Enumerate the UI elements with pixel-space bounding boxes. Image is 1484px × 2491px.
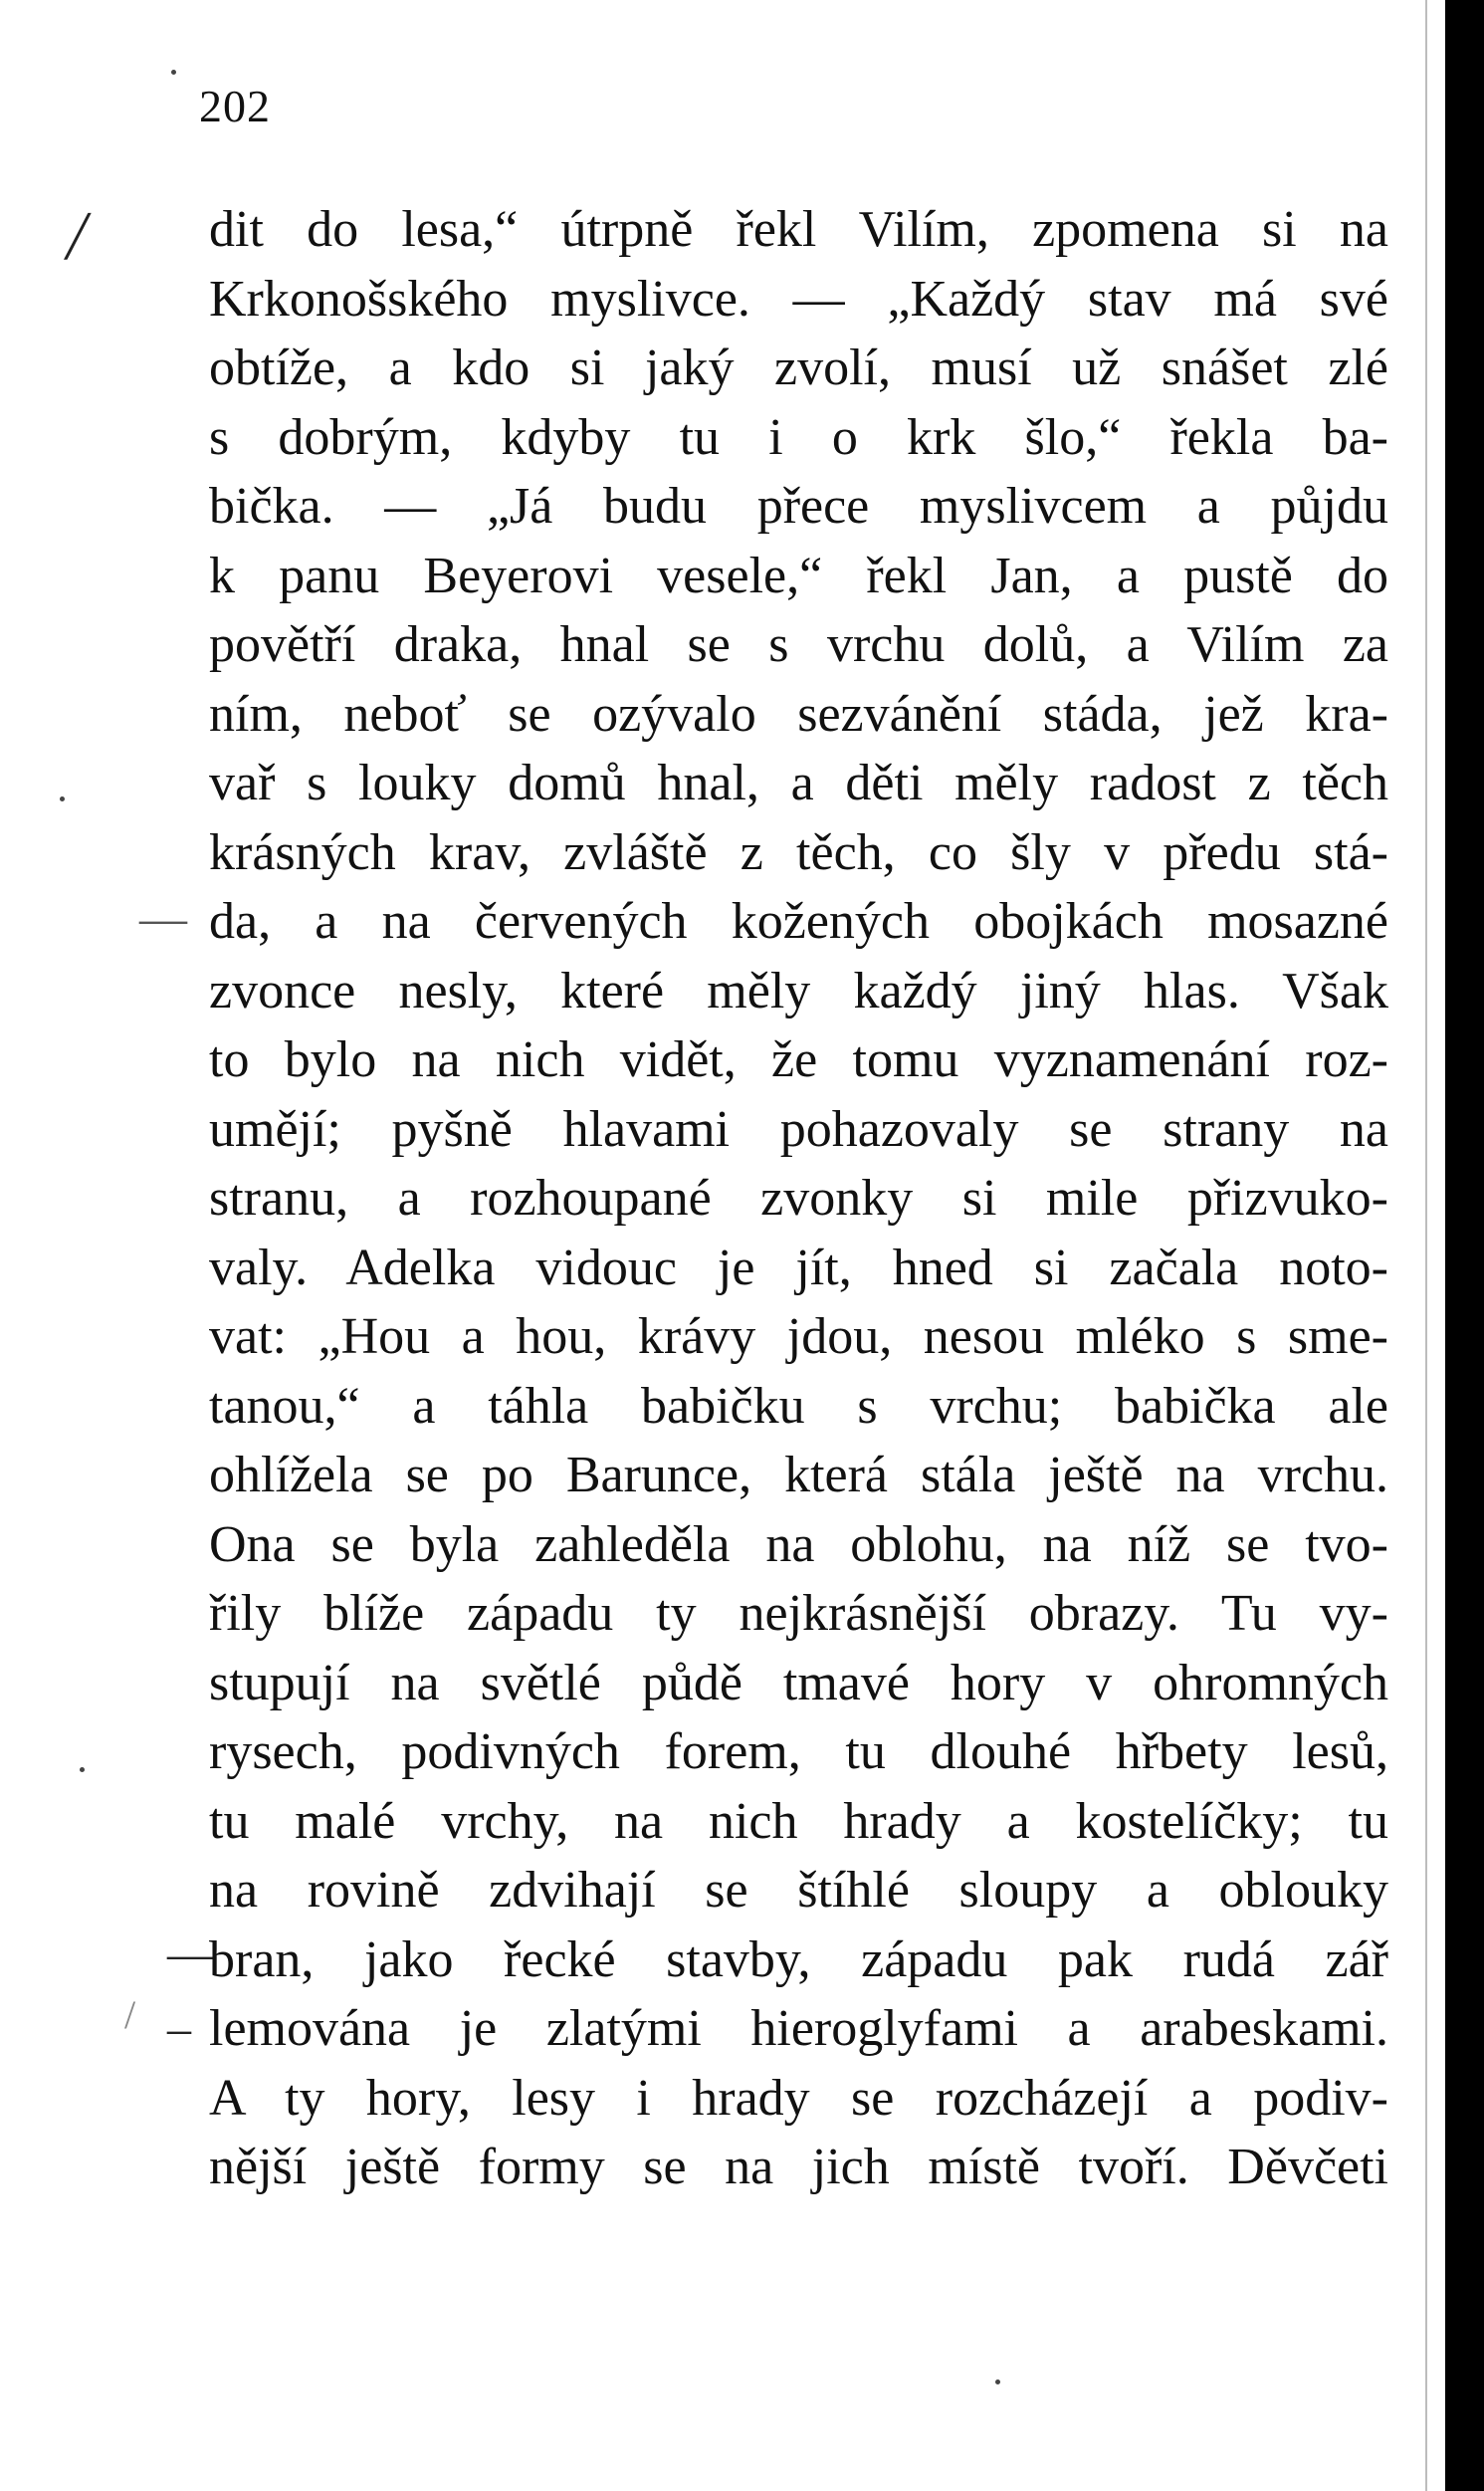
text-line: stupují na světlé půdě tmavé hory v ohromných <box>209 1654 1388 1711</box>
scan-speck <box>171 70 176 75</box>
text-line: Krkonošského myslivce. — „Každý stav má své <box>209 270 1388 328</box>
text-line: ním, neboť se ozývalo sezvánění stáda, jež kra- <box>209 685 1388 743</box>
text-line: vař s louky domů hnal, a děti měly radost z těch <box>209 755 1388 811</box>
margin-pencil-mark: / <box>124 1992 136 2037</box>
text-line: dit do lesa,“ útrpně řekl Vilím, zpomena si na <box>209 201 1388 258</box>
text-line: tanou,“ a táhla babičku s vrchu; babička ale <box>209 1377 1388 1435</box>
text-line: povětří draka, hnal se s vrchu dolů, a Vilím za <box>209 616 1388 673</box>
text-line: A ty hory, lesy i hrady se rozcházejí a podiv- <box>209 2069 1388 2127</box>
text-line: Ona se byla zahleděla na oblohu, na níž se tvo- <box>209 1515 1388 1573</box>
text-line: bička. — „Já budu přece myslivcem a půjdu <box>209 478 1388 535</box>
scan-speck <box>80 1767 85 1772</box>
text-line: stranu, a rozhoupané zvonky si mile přizvuko- <box>209 1170 1388 1227</box>
text-line: rysech, podivných forem, tu dlouhé hřbety lesů, <box>209 1723 1388 1780</box>
text-line: řily blíže západu ty nejkrásnější obrazy. Tu vy- <box>209 1585 1388 1642</box>
scan-border <box>1445 0 1484 2491</box>
text-line: lemována je zlatými hieroglyfami a arabeskami. <box>209 2000 1388 2057</box>
body-text <box>209 195 1388 2202</box>
text-line: bran, jako řecké stavby, západu pak rudá zář <box>209 1930 1388 1988</box>
text-line: vat: „Hou a hou, krávy jdou, nesou mléko s sme- <box>209 1308 1388 1365</box>
margin-pencil-dash: – <box>167 2002 191 2055</box>
text-line: na rovině zdvihají se štíhlé sloupy a oblouky <box>209 1862 1388 1919</box>
text-line: tu malé vrchy, na nich hrady a kostelíčky; tu <box>209 1792 1388 1850</box>
margin-pencil-mark: / <box>61 198 95 275</box>
margin-pencil-dash: — <box>139 892 187 945</box>
text-line: nější ještě formy se na jich místě tvoří. Děvčeti <box>209 2139 1388 2195</box>
text-line: valy. Adelka vidouc je jít, hned si začala noto- <box>209 1239 1388 1296</box>
scan-speck <box>995 2379 1000 2384</box>
text-line: krásných krav, zvláště z těch, co šly v předu stá- <box>209 823 1388 881</box>
text-line: umějí; pyšně hlavami pohazovaly se strany na <box>209 1100 1388 1158</box>
text-line: zvonce nesly, které měly každý jiný hlas. Však <box>209 962 1388 1019</box>
margin-pencil-dash: — <box>167 1927 215 1980</box>
page-edge-shadow <box>1425 0 1427 2491</box>
scan-speck <box>60 796 65 801</box>
text-line: to bylo na nich vidět, že tomu vyznamenání roz- <box>209 1031 1388 1088</box>
page-number: 202 <box>199 81 271 131</box>
text-line: da, a na červených kožených obojkách mosazné <box>209 893 1388 950</box>
text-line: k panu Beyerovi vesele,“ řekl Jan, a pustě do <box>209 547 1388 604</box>
text-line: ohlížela se po Barunce, která stála ještě na vrchu. <box>209 1447 1388 1503</box>
text-line: s dobrým, kdyby tu i o krk šlo,“ řekla ba- <box>209 408 1388 466</box>
text-line: obtíže, a kdo si jaký zvolí, musí už snášet zlé <box>209 340 1388 396</box>
